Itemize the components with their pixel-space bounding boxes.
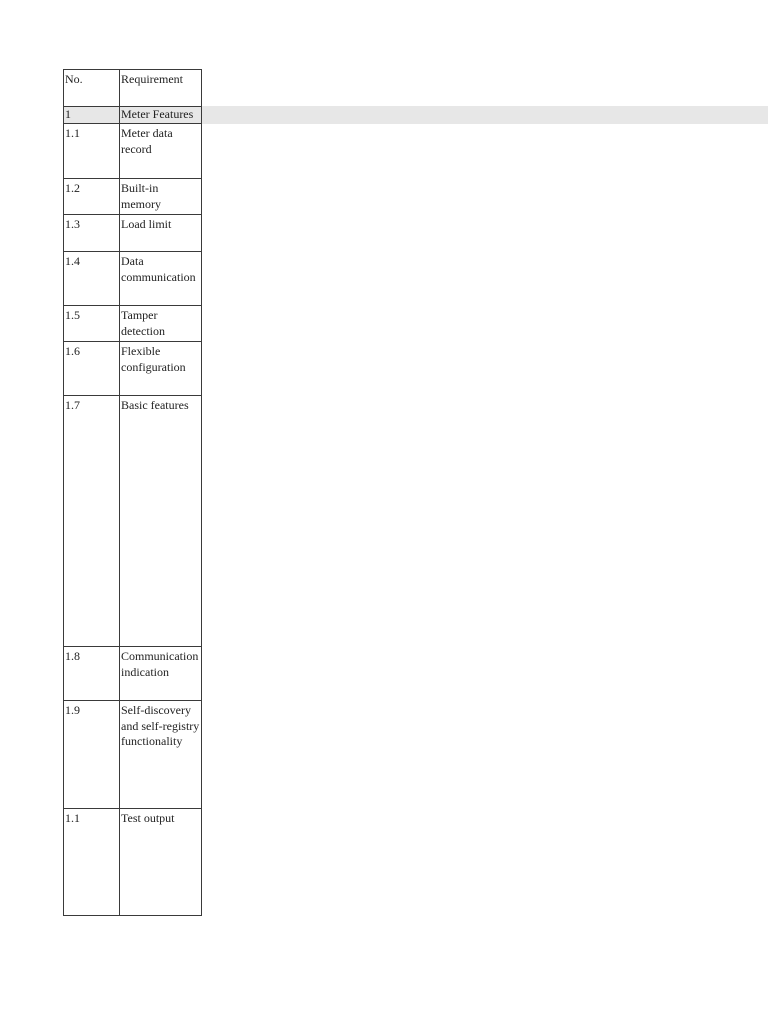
- header-no-cell: No.: [64, 70, 120, 107]
- row-no-cell: 1.1: [64, 809, 120, 916]
- requirements-table: [63, 69, 202, 916]
- row-no-cell: 1.8: [64, 647, 120, 701]
- header-requirement-cell: Requirement: [120, 70, 202, 107]
- table-row: [64, 342, 202, 396]
- row-requirement-cell: Test output: [120, 809, 202, 916]
- table-row: [64, 647, 202, 701]
- row-no-cell: 1.1: [64, 124, 120, 179]
- table-row: [64, 306, 202, 342]
- table-row: [64, 124, 202, 179]
- row-requirement-cell: Self-discovery and self-registry functionality: [120, 701, 202, 809]
- table-row: [64, 396, 202, 647]
- table-header-row: [64, 70, 202, 107]
- row-requirement-cell: Built-in memory: [120, 179, 202, 215]
- row-no-cell: 1.4: [64, 252, 120, 306]
- row-no-cell: 1.3: [64, 215, 120, 252]
- table-row: [64, 809, 202, 916]
- row-no-cell: 1.5: [64, 306, 120, 342]
- section-no-cell: 1: [64, 107, 120, 124]
- row-requirement-cell: Communication indication: [120, 647, 202, 701]
- table-row: [64, 179, 202, 215]
- row-requirement-cell: Data communication: [120, 252, 202, 306]
- table-row: [64, 701, 202, 809]
- row-requirement-cell: Meter data record: [120, 124, 202, 179]
- row-requirement-cell: Basic features: [120, 396, 202, 647]
- row-no-cell: 1.2: [64, 179, 120, 215]
- table-row: [64, 252, 202, 306]
- table-row: [64, 215, 202, 252]
- row-no-cell: 1.7: [64, 396, 120, 647]
- row-no-cell: 1.6: [64, 342, 120, 396]
- row-requirement-cell: Tamper detection: [120, 306, 202, 342]
- row-no-cell: 1.9: [64, 701, 120, 809]
- row-requirement-cell: Flexible configuration: [120, 342, 202, 396]
- section-row: [64, 107, 202, 124]
- row-requirement-cell: Load limit: [120, 215, 202, 252]
- section-requirement-cell: Meter Features: [120, 107, 202, 124]
